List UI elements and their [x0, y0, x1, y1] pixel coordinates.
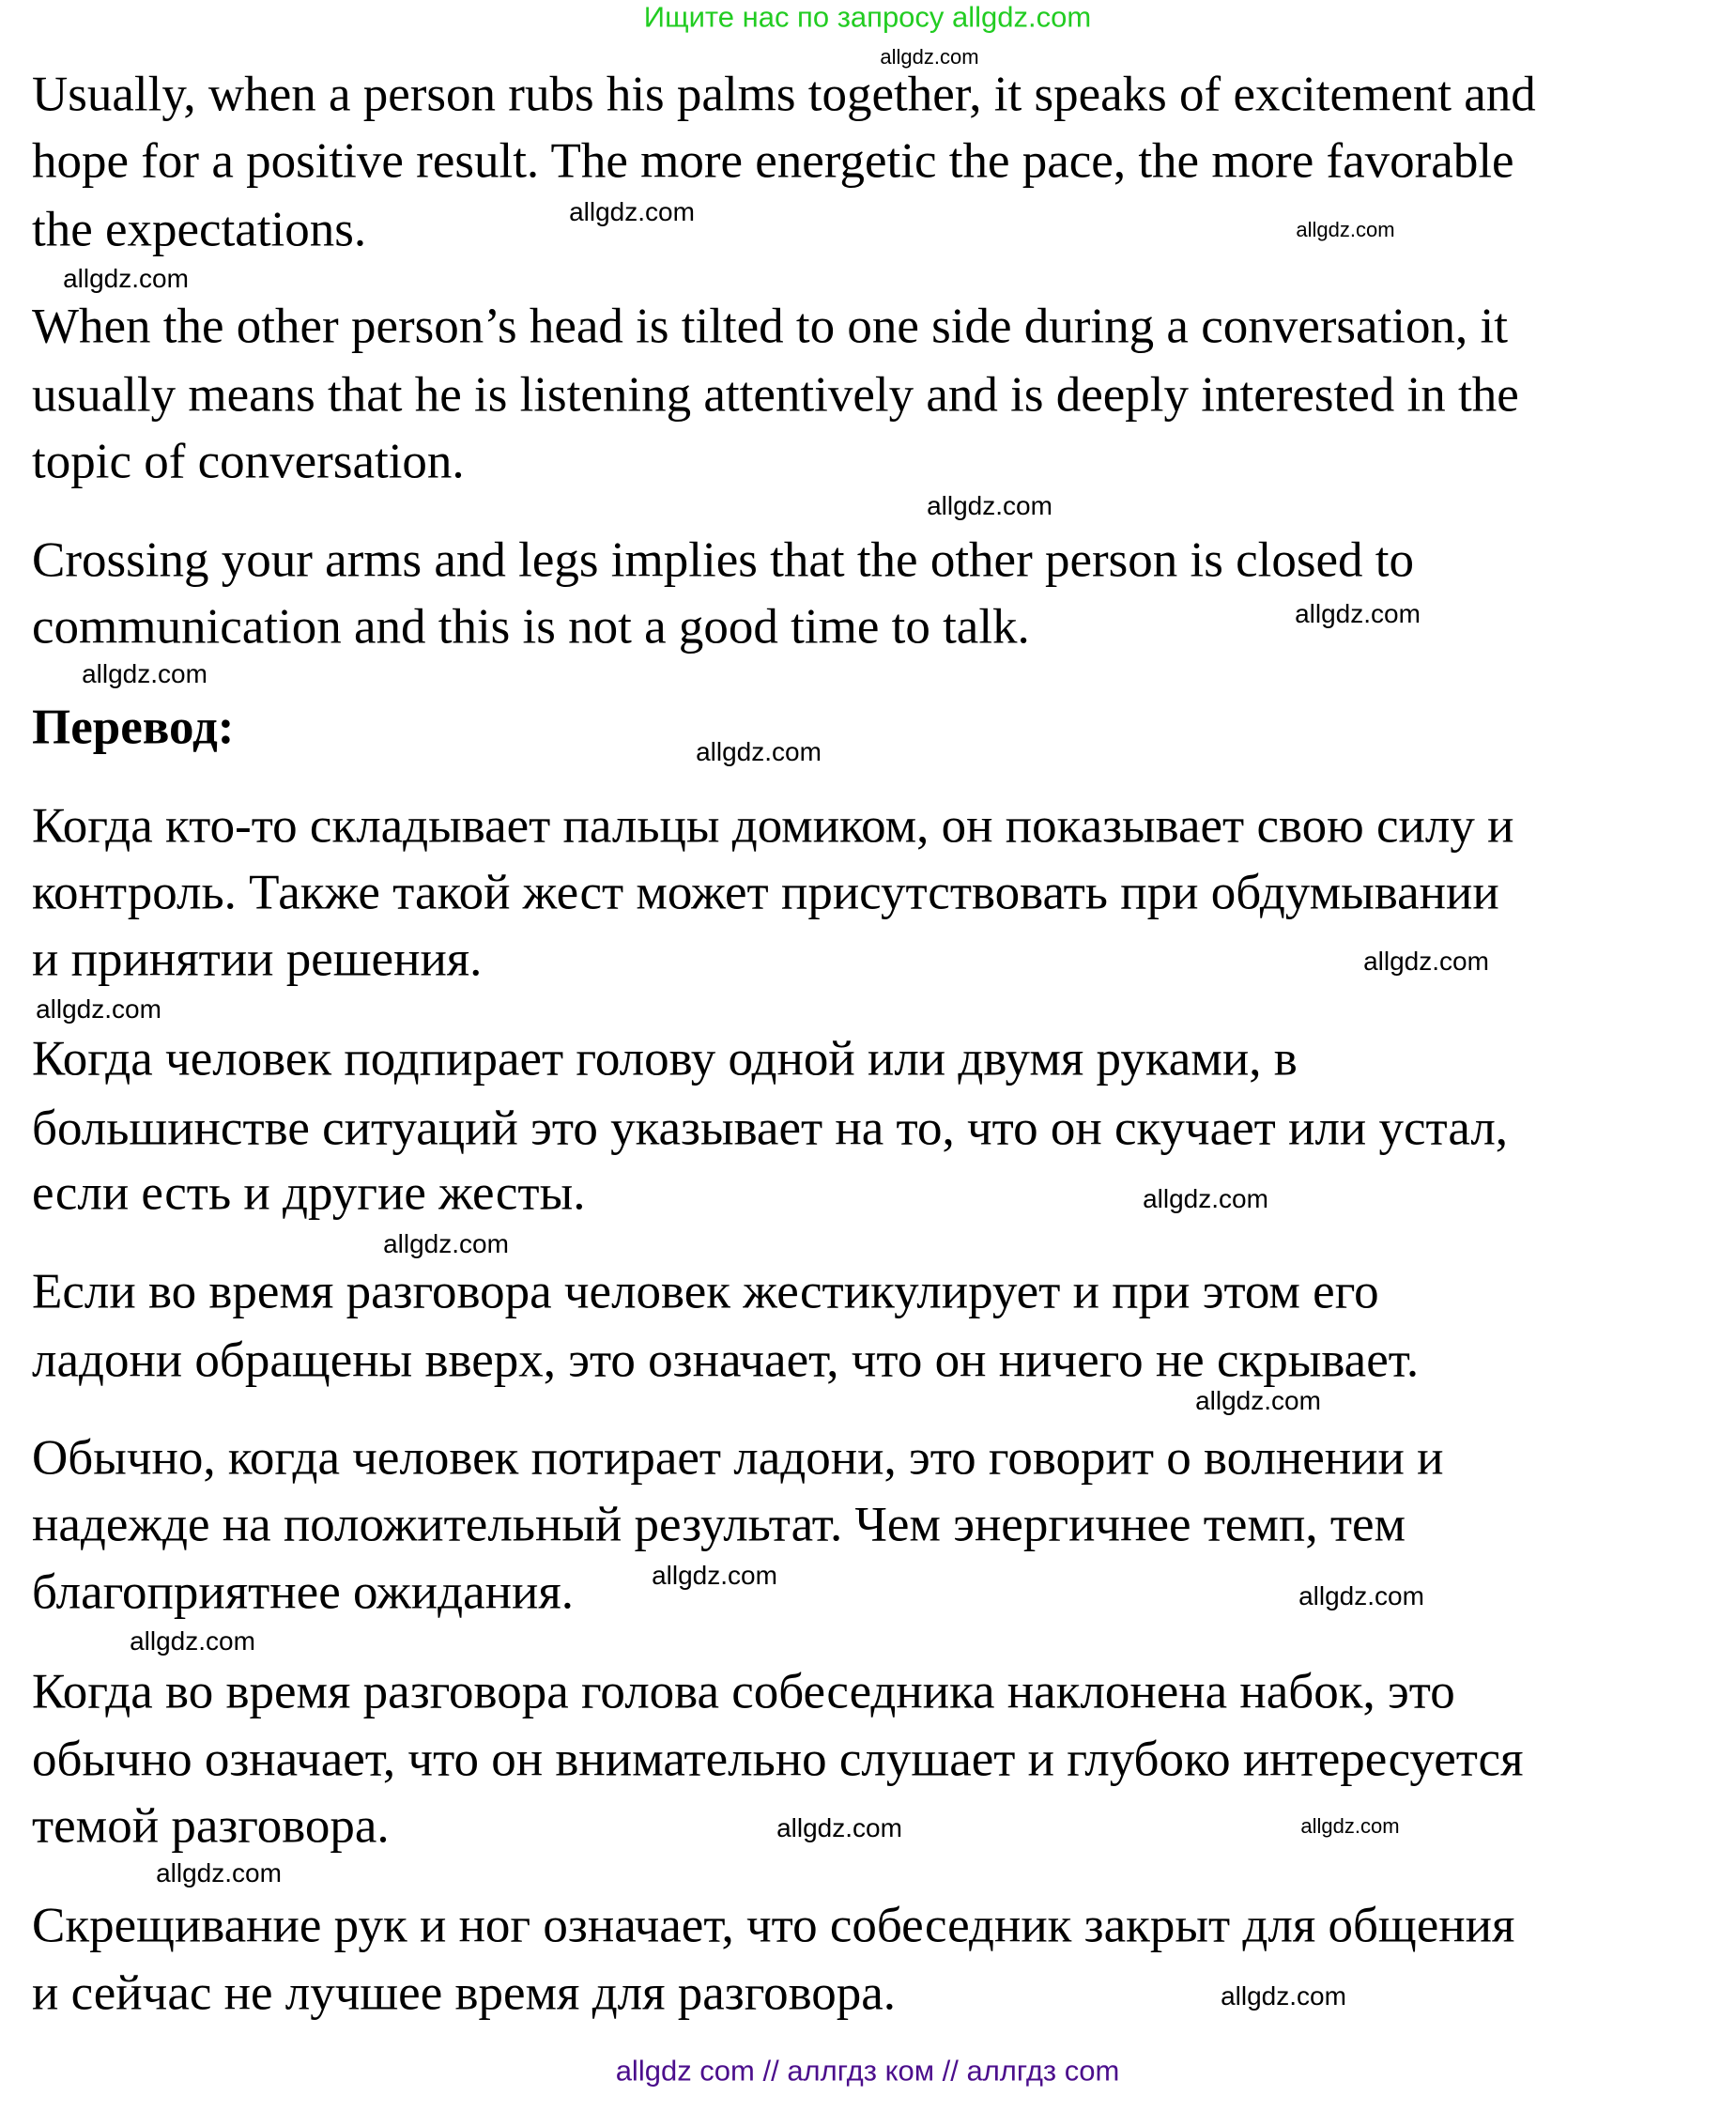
watermark: allgdz.com — [1363, 947, 1489, 976]
text-line: the expectations. — [32, 202, 367, 257]
watermark: allgdz.com — [776, 1813, 902, 1842]
text-line: Обычно, когда человек потирает ладони, это говорит о волнении и — [32, 1430, 1444, 1486]
text-line: Если во время разговора человек жестикулирует и при этом его — [32, 1264, 1379, 1319]
text-line: hope for a positive result. The more energetic the pace, the more favorable — [32, 133, 1514, 189]
watermark: allgdz.com — [927, 491, 1052, 520]
watermark: allgdz.com — [1195, 1386, 1321, 1415]
watermark: allgdz.com — [156, 1858, 282, 1888]
text-line: When the other person’s head is tilted to one side during a conversation, it — [32, 299, 1508, 354]
text-line: communication and this is not a good time to talk. — [32, 599, 1030, 655]
text-line: большинстве ситуаций это указывает на то, что он скучает или устал, — [32, 1101, 1509, 1156]
watermark: allgdz.com — [696, 737, 822, 766]
text-line: usually means that he is listening attentively and is deeply interested in the — [32, 367, 1519, 423]
watermark: allgdz.com — [1143, 1184, 1268, 1213]
text-line: Crossing your arms and legs implies that the other person is closed to — [32, 532, 1414, 588]
watermark: allgdz.com — [36, 994, 161, 1024]
search-hint-header: Ищите нас по запросу allgdz.com — [643, 0, 1092, 34]
watermark: allgdz.com — [1296, 218, 1395, 241]
text-line: темой разговора. — [32, 1798, 390, 1854]
footer-watermark: allgdz com // аллгдз ком // аллгдз com — [615, 2054, 1120, 2088]
watermark: allgdz.com — [652, 1561, 777, 1590]
watermark: allgdz.com — [880, 45, 979, 69]
text-line: благоприятнее ожидания. — [32, 1564, 574, 1620]
watermark: allgdz.com — [1300, 1814, 1400, 1838]
text-line: ладони обращены вверх, это означает, что он ничего не скрывает. — [32, 1333, 1420, 1388]
text-line: и сейчас не лучшее время для разговора. — [32, 1965, 897, 2021]
text-line: обычно означает, что он внимательно слушает и глубоко интересуется — [32, 1732, 1524, 1787]
watermark: allgdz.com — [1295, 599, 1421, 628]
watermark: allgdz.com — [1221, 1981, 1346, 2011]
watermark: allgdz.com — [63, 264, 189, 293]
watermark: allgdz.com — [130, 1626, 255, 1656]
text-line: если есть и другие жесты. — [32, 1165, 586, 1221]
text-line: контроль. Также такой жест может присутствовать при обдумывании — [32, 865, 1499, 920]
text-line: Скрещивание рук и ног означает, что собеседник закрыт для общения — [32, 1898, 1515, 1953]
text-line: Когда человек подпирает голову одной или двумя руками, в — [32, 1031, 1298, 1086]
translation-heading: Перевод: — [32, 700, 235, 755]
text-line: topic of conversation. — [32, 434, 465, 489]
watermark: allgdz.com — [1298, 1581, 1424, 1610]
watermark: allgdz.com — [383, 1229, 509, 1258]
text-line: Когда во время разговора голова собеседника наклонена набок, это — [32, 1664, 1455, 1719]
watermark: allgdz.com — [569, 197, 695, 226]
text-line: Когда кто-то складывает пальцы домиком, он показывает свою силу и — [32, 798, 1514, 854]
text-line: Usually, when a person rubs his palms together, it speaks of excitement and — [32, 67, 1536, 122]
text-line: и принятии решения. — [32, 932, 483, 987]
text-line: надежде на положительный результат. Чем энергичнее темп, тем — [32, 1497, 1406, 1552]
watermark: allgdz.com — [82, 659, 207, 688]
